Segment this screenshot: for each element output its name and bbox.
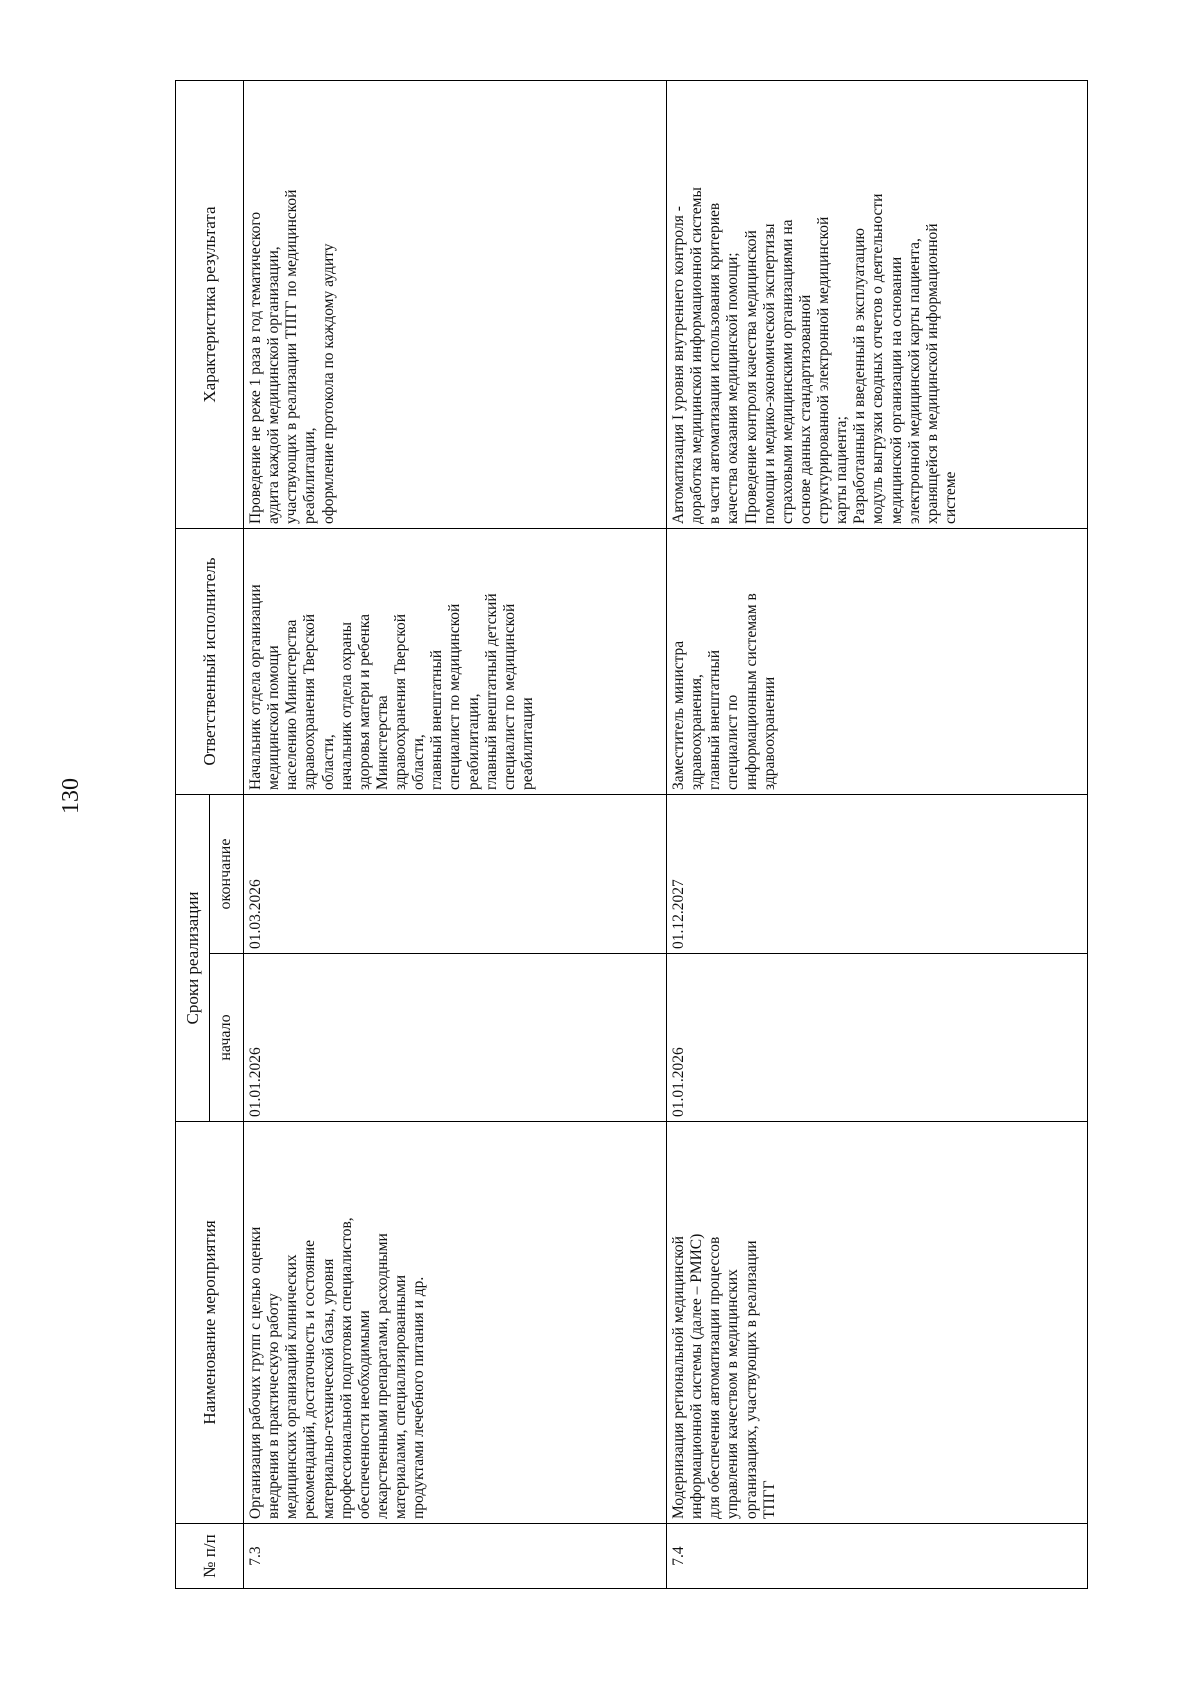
text-line: реабилитации: [518, 697, 536, 790]
text-line: продуктами лечебного питания и др.: [410, 1276, 428, 1519]
text-line: главный внештатный: [428, 649, 446, 790]
header-executor: Ответственный исполнитель: [176, 529, 244, 795]
end-date: 01.03.2026: [244, 795, 667, 954]
text-line: специалист по медицинской: [500, 603, 518, 790]
text-line: обеспеченности необходимыми: [355, 1310, 373, 1519]
text-line: управления качеством в медицинских: [724, 1269, 742, 1519]
responsible-executor: [244, 529, 667, 795]
text-line: начальник отдела охраны: [337, 622, 355, 790]
text-line: системе: [941, 471, 959, 524]
text-line: Организация рабочих групп с целью оценки: [247, 1226, 264, 1519]
header-result: Характеристика результата: [176, 81, 244, 529]
text-line: Автоматизация I уровня внутреннего контроля -: [670, 206, 687, 524]
text-line: карты пациента;: [833, 416, 851, 524]
text-line: Начальник отдела организации: [247, 584, 264, 790]
text-line: специалист по медицинской: [446, 603, 464, 790]
text-line: доработка медицинской информационной системы: [688, 187, 706, 524]
text-line: материалами, специализированными: [392, 1274, 409, 1519]
text-line: профессиональной подготовки специалистов,: [337, 1217, 355, 1519]
text-line: внедрения в практическую работу: [265, 1293, 283, 1519]
text-line: медицинской организации на основании: [887, 256, 905, 524]
header-period: Сроки реализации: [176, 795, 210, 1122]
text-line: качества оказания медицинской помощи;: [724, 252, 742, 524]
text-line: главный внештатный детский: [482, 593, 500, 790]
table-row: [244, 81, 667, 1589]
responsible-executor: [667, 529, 1088, 795]
text-line: материально-технической базы, уровня: [319, 1258, 337, 1519]
start-date: 01.01.2026: [667, 954, 1088, 1122]
header-end: окончание: [210, 795, 244, 954]
text-line: лекарственными препаратами, расходными: [373, 1233, 391, 1519]
text-line: реабилитации,: [301, 427, 319, 524]
text-line: информационным системам в: [742, 593, 760, 790]
text-line: здравоохранения,: [688, 674, 706, 790]
text-line: страховыми медицинскими организациями на: [778, 219, 796, 524]
row-number: 7.3: [244, 1524, 667, 1589]
text-line: медицинской помощи: [265, 645, 283, 790]
text-line: здравоохранения Тверской: [301, 613, 319, 790]
text-line: Проведение не реже 1 раза в год тематического: [247, 211, 264, 524]
table-row: [667, 81, 1088, 1589]
text-line: здоровья матери и ребенка: [355, 614, 373, 790]
text-line: информационной системы (далее – РМИС): [688, 1233, 706, 1519]
text-line: области,: [410, 734, 428, 790]
text-line: Модернизация региональной медицинской: [670, 1236, 687, 1519]
text-line: структурированной электронной медицинской: [815, 216, 832, 524]
text-line: электронной медицинской карты пациента,: [905, 238, 923, 524]
header-number: № п/п: [176, 1524, 244, 1589]
result-description: [244, 81, 667, 529]
text-line: населению Министерства: [283, 619, 301, 790]
header-name: Наименование мероприятия: [176, 1122, 244, 1524]
start-date: 01.01.2026: [244, 954, 667, 1122]
measure-name: [667, 1122, 1088, 1524]
text-line: здравоохранения Тверской: [392, 613, 409, 790]
text-line: Разработанный и введенный в эксплуатацию: [851, 228, 869, 524]
text-line: аудита каждой медицинской организации,: [265, 246, 283, 524]
text-line: области,: [319, 734, 337, 790]
text-line: помощи и медико-экономической экспертизы: [760, 223, 778, 524]
text-line: модуль выгрузки сводных отчетов о деятельности: [869, 193, 887, 524]
text-line: специалист по: [724, 694, 742, 790]
rotated-table-container: [175, 81, 1087, 1589]
text-line: здравоохранении: [760, 676, 778, 790]
text-line: рекомендаций, достаточность и состояние: [301, 1240, 319, 1519]
text-line: организациях, участвующих в реализации: [742, 1240, 760, 1519]
text-line: реабилитации,: [464, 693, 482, 790]
text-line: главный внештатный: [706, 649, 724, 790]
measures-table: [175, 80, 1088, 1589]
text-line: участвующих в реализации ТПГГ по медицинской: [283, 189, 301, 524]
result-description: [667, 81, 1088, 529]
text-line: ТПГГ: [760, 1480, 778, 1519]
text-line: Министерства: [373, 695, 391, 790]
text-line: медицинских организаций клинических: [283, 1254, 301, 1519]
text-line: в части автоматизации использования критериев: [706, 202, 724, 524]
text-line: хранящейся в медицинской информационной: [923, 223, 941, 524]
header-start: начало: [210, 954, 244, 1122]
text-line: основе данных стандартизованной: [796, 294, 814, 524]
end-date: 01.12.2027: [667, 795, 1088, 954]
text-line: Заместитель министра: [670, 640, 687, 790]
text-line: для обеспечения автоматизации процессов: [706, 1236, 724, 1519]
measure-name: [244, 1122, 667, 1524]
row-number: 7.4: [667, 1524, 1088, 1589]
page-number: 130: [58, 778, 84, 814]
text-line: оформление протокола по каждому аудиту: [319, 243, 337, 524]
text-line: Проведение контроля качества медицинской: [742, 230, 760, 524]
